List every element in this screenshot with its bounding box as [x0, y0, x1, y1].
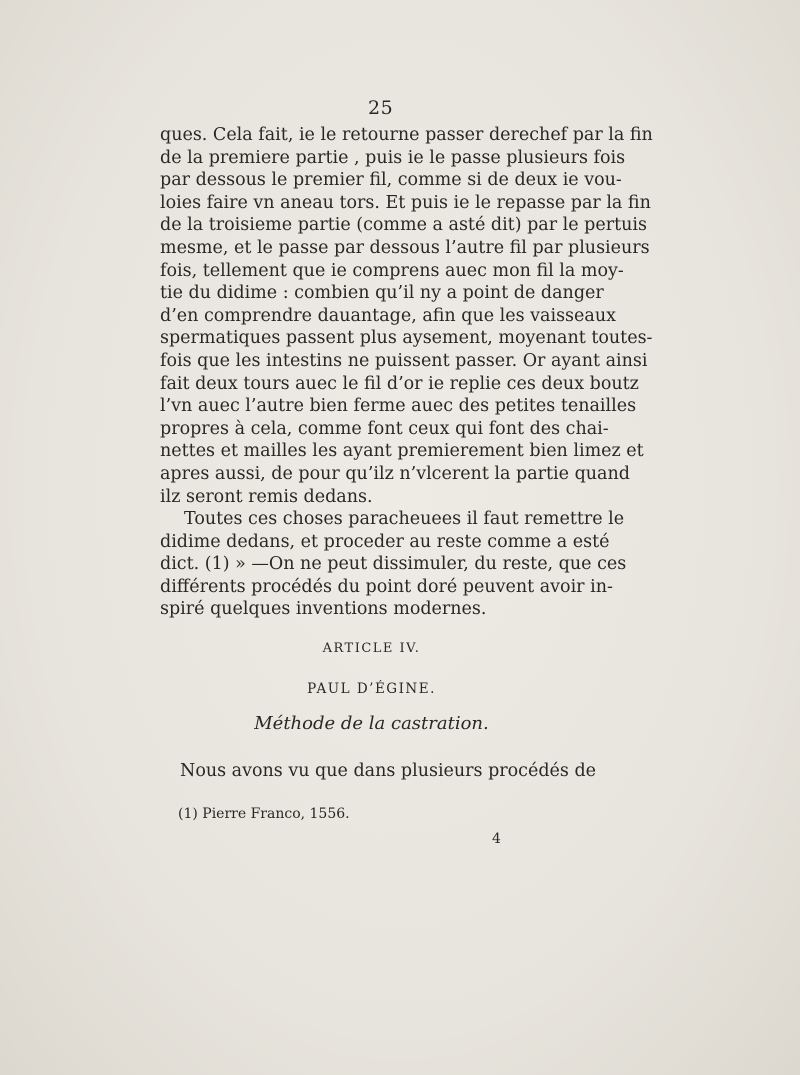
text-line: de la premiere partie , puis ie le passe plusieurs fois: [160, 147, 626, 168]
article-heading: ARTICLE IV.: [322, 641, 421, 656]
text-line: spermatiques passent plus aysement, moyenant toutes-: [160, 328, 653, 349]
text-line: différents procédés du point doré peuvent avoir in-: [160, 576, 613, 597]
page-number: 25: [368, 97, 394, 119]
text-line: spiré quelques inventions modernes.: [160, 599, 487, 620]
text-line: fois, tellement que ie comprens auec mon fil la moy-: [160, 260, 624, 281]
text-line: tie du didime : combien qu’il ny a point de danger: [160, 283, 604, 304]
text-line: dict. (1) » —On ne peut dissimuler, du reste, que ces: [160, 554, 627, 575]
text-line: ques. Cela fait, ie le retourne passer derechef par la fin: [160, 125, 653, 145]
text-line: l’vn auec l’autre bien ferme auec des petites tenailles: [160, 396, 637, 417]
signature-mark: 4: [492, 831, 501, 847]
body-text: [160, 124, 653, 621]
text-line: d’en comprendre dauantage, afin que les vaisseaux: [160, 305, 616, 326]
text-line: propres à cela, comme font ceux qui font des chai-: [160, 418, 609, 439]
text-line: Toutes ces choses paracheuees il faut remettre le: [184, 509, 625, 530]
text-line: ilz seront remis dedans.: [160, 486, 373, 507]
text-line: apres aussi, de pour qu’ilz n’vlcerent la partie quand: [160, 463, 630, 484]
section-subtitle: Méthode de la castration.: [254, 713, 489, 734]
text-line: fait deux tours auec le fil d’or ie replie ces deux boutz: [160, 373, 639, 394]
text-line: par dessous le premier fil, comme si de deux ie vou-: [160, 170, 622, 191]
text-line: loies faire vn aneau tors. Et puis ie le repasse par la fin: [160, 192, 651, 213]
author-heading: PAUL D’ÉGINE.: [307, 681, 436, 697]
text-line: fois que les intestins ne puissent passer. Or ayant ainsi: [160, 350, 648, 371]
text-line: nettes et mailles les ayant premierement bien limez et: [160, 441, 644, 462]
footnote: (1) Pierre Franco, 1556.: [178, 806, 350, 822]
text-line: de la troisieme partie (comme a asté dit) par le pertuis: [160, 215, 647, 236]
text-line: mesme, et le passe par dessous l’autre fil par plusieurs: [160, 237, 650, 258]
text-line: didime dedans, et proceder au reste comme a esté: [160, 531, 610, 552]
text-line: Nous avons vu que dans plusieurs procédés de: [180, 761, 597, 781]
